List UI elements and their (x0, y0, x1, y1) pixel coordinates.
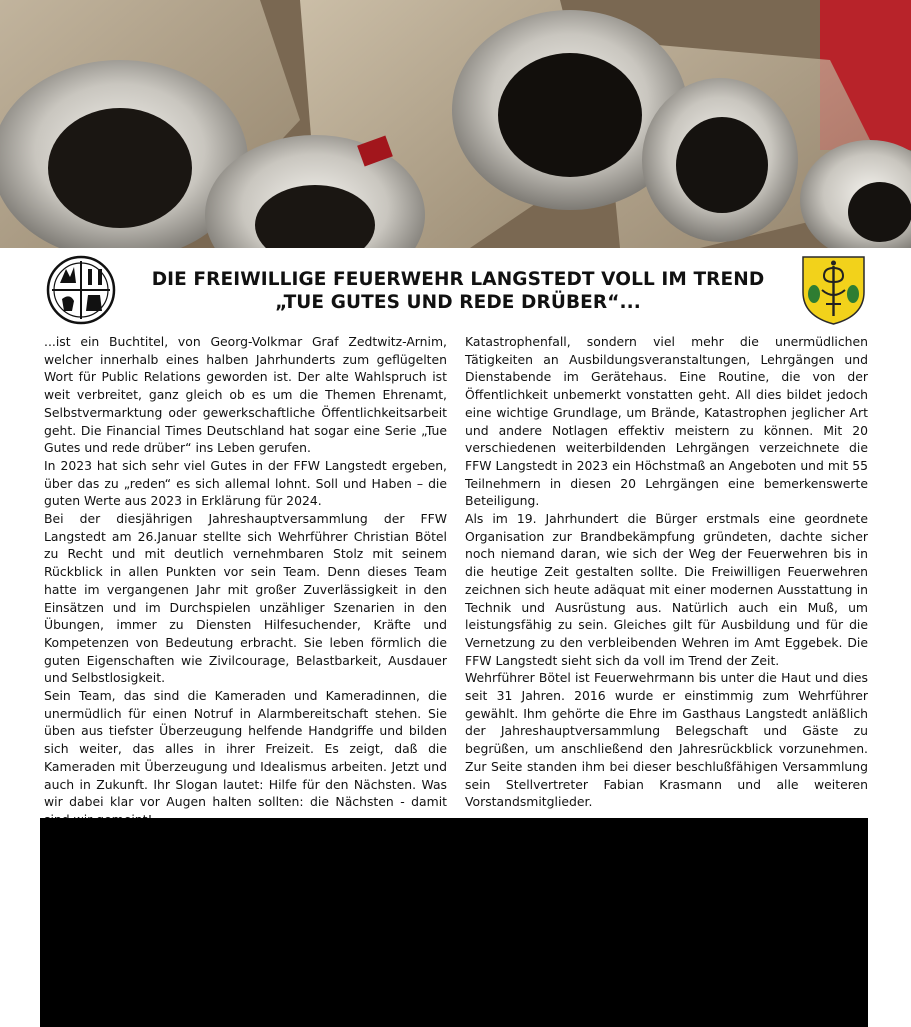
municipal-coat-of-arms-icon (800, 254, 867, 326)
paragraph: Wehrführer Bötel ist Feuerwehrmann bis unter die Haut und dies seit 31 Jahren. 2016 wurde er einstimmig zum Wehrführer gewählt. Ihm gehörte die Ehre im Gasthaus Langstedt anläßlich der Jahreshauptversammlung Belegschaft und Gäste zu begrüßen, um anschließend den Jahresrückblick vorzunehmen. Zur Seite standen ihm bei dieser beschlußfähigen Versammlung sein Stellvertreter Fabian Krasmann und alle weiteren Vorstandsmitglieder. (465, 670, 868, 810)
article-headline (130, 268, 786, 314)
headline-line-2: „TUE GUTES UND REDE DRÜBER“... (275, 292, 641, 313)
paragraph: Bei der diesjährigen Jahreshauptversammlung der FFW Langstedt am 26.Januar stellte sich Wehrführer Christian Bötel zu Recht und mit deutlich vernehmbaren Stolz mit seinem Rückblick in allen Punkten vor sein Team. Denn dieses Team hatte im vergangenen Jahr mit großer Zuverlässigkeit in den Einsätzen und im Durchspielen unzähliger Szenarien in den Übungen, immer zu Diensten Hilfesuchender, Kräfte und Kompetenzen von Bedeutung erbracht. Sie leben förmlich die guten Eigenschaften wie Zivilcourage, Belastbarkeit, Ausdauer und Selbstlosigkeit. (44, 511, 447, 686)
black-image-area (40, 818, 868, 1027)
paragraph: In 2023 hat sich sehr viel Gutes in der FFW Langstedt ergeben, über das zu „reden“ es sich allemal lohnt. Soll und Haben – die guten Werte aus 2023 in Erklärung für 2024. (44, 457, 447, 509)
paragraph: ...ist ein Buchtitel, von Georg-Volkmar Graf Zedtwitz-Arnim, welcher innerhalb eines halben Jahrhunderts zum geflügelten Wort für Public Relations geworden ist. Der alte Wahlspruch ist weit verbreitet, ganz gleich ob es um die Themen Ehrenamt, Selbstvermarktung oder gewerkschaftliche Öffentlichkeitsarbeit geht. Die Financial Times Deutschland hat sogar eine Serie „Tue Gutes und rede drüber“ ins Leben gerufen. (44, 334, 447, 456)
hero-photo (0, 0, 911, 248)
paragraph: Als im 19. Jahrhundert die Bürger erstmals eine geordnete Organisation zur Brandbekämpfung gründeten, dachte sicher noch niemand daran, wie sich der Weg der Feuerwehren bis in die heutige Zeit gestalten sollte. Die Freiwilligen Feuerwehren zeichnen sich heute adäquat mit einer modernen Ausstattung in Technik und Ausrüstung aus. Natürlich auch ein Muß, um leistungsfähig zu sein. Gleiches gilt für Ausbildung und für die Vernetzung zu den verbleibenden Wehren im Amt Eggebek. Die FFW Langstedt sieht sich da voll im Trend der Zeit. (465, 511, 868, 668)
paragraph: Katastrophenfall, sondern viel mehr die unermüdlichen Tätigkeiten an Ausbildungsveranstaltungen, Lehrgängen und Dienstabende im Gerätehaus. Eine Routine, die von der Öffentlichkeit unbemerkt vonstatten geht. All dies bildet jedoch eine wichtige Grundlage, um Brände, Katastrophen jeglicher Art und andere Notlagen effektiv meistern zu können. Mit 20 verschiedenen weiterbildenden Lehrgängen verzeichnete die FFW Langstedt in 2023 ein Höchstmaß an Angeboten und mit 55 Teilnehmern in diesen 20 Lehrgängen eine bemerkenswerte Beteiligung. (465, 334, 868, 509)
hose-couplings-image (0, 0, 911, 248)
article-column-left (44, 333, 447, 846)
fire-brigade-emblem-icon (46, 255, 116, 325)
article-column-right (465, 333, 868, 811)
paragraph: Sein Team, das sind die Kameraden und Kameradinnen, die unermüdlich für einen Notruf in Alarmbereitschaft stehen. Sie üben aus tiefster Überzeugung helfende Handgriffe und bilden sich weiter, das alles in ihrer Freizeit. Es zeigt, daß die Kameraden mit Überzeugung und Idealismus arbeiten. Jetzt und auch in Zukunft. Ihr Slogan lautet: Hilfe für den Nächsten. Was wir dabei klar vor Augen halten sollten: die Nächsten - damit (44, 688, 447, 810)
headline-line-1: DIE FREIWILLIGE FEUERWEHR LANGSTEDT VOLL IM TREND (151, 269, 765, 290)
